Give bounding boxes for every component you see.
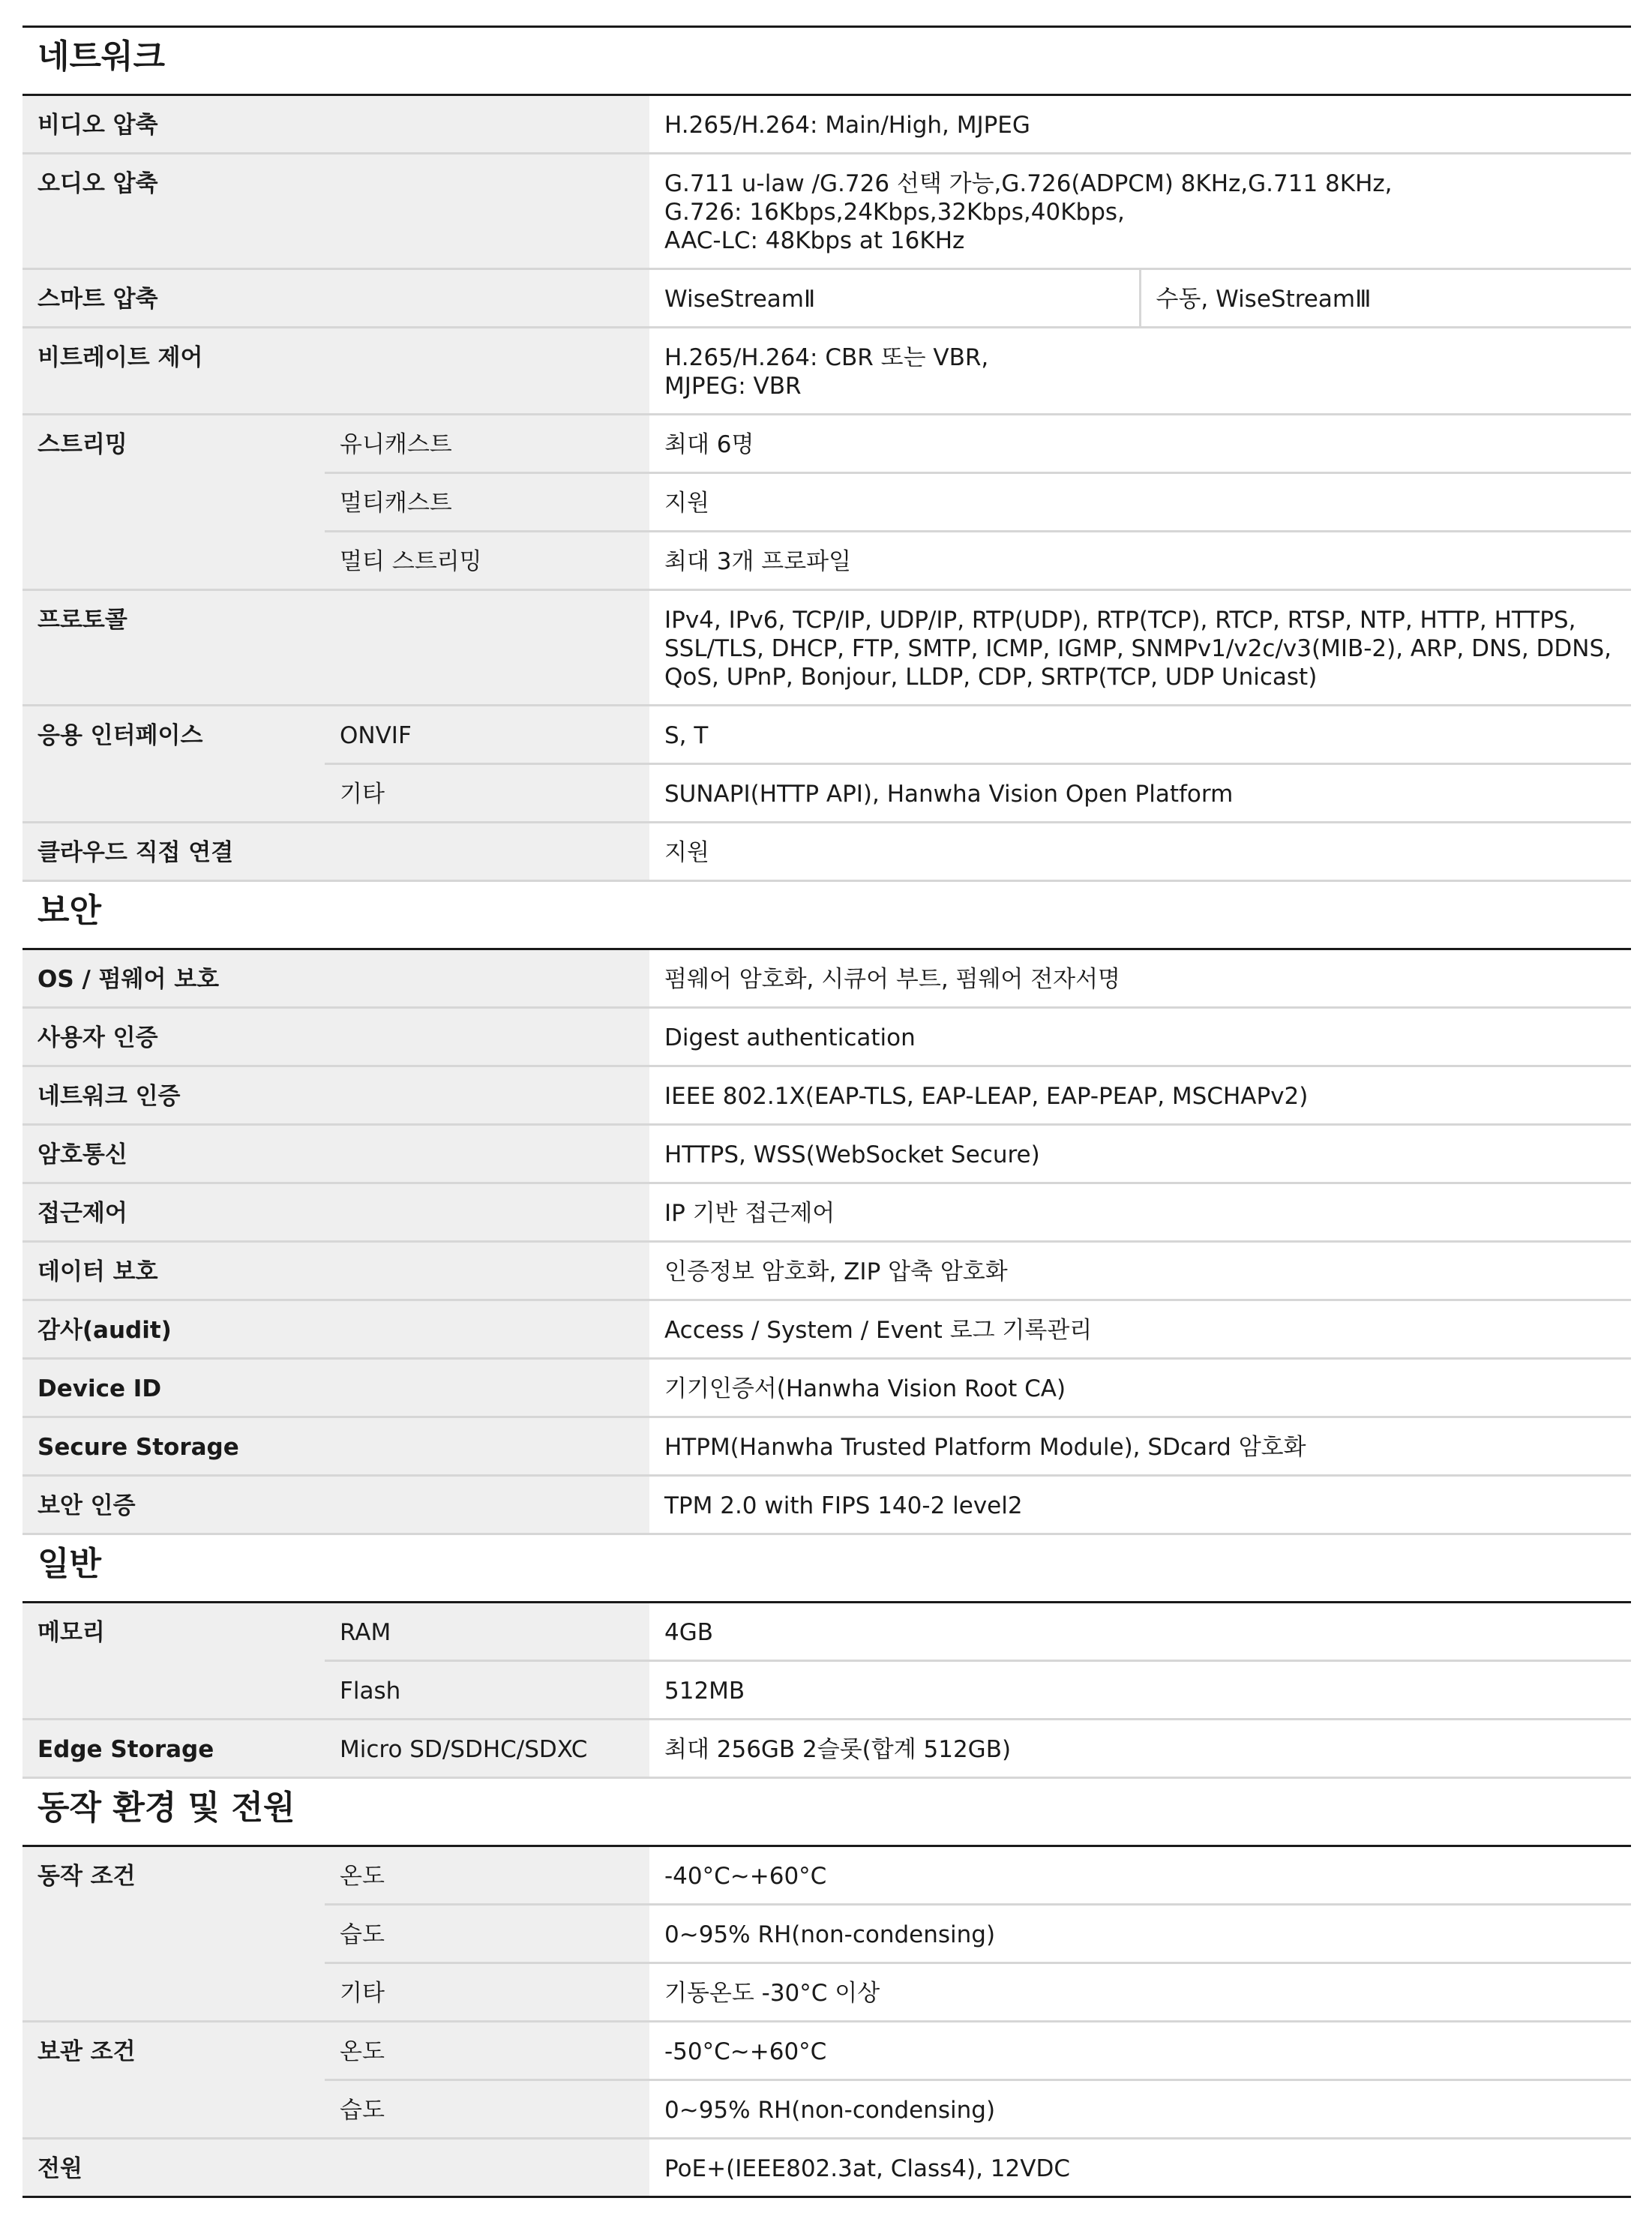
- section-title: 일반: [22, 1534, 1631, 1603]
- spec-label: 감사(audit): [22, 1300, 649, 1359]
- spec-sublabel: ONVIF: [325, 706, 649, 764]
- spec-label: 비디오 압축: [22, 95, 649, 154]
- value-line: G.711 u-law /G.726 선택 가능,G.726(ADPCM) 8KHz,G.711 8KHz,: [664, 170, 1393, 197]
- value-line: H.265/H.264: CBR 또는 VBR,: [664, 344, 989, 371]
- spec-label: 보관 조건: [22, 2022, 325, 2139]
- section-title: 네트워크: [22, 27, 1631, 95]
- spec-value: 0~95% RH(non-condensing): [649, 1905, 1631, 1963]
- spec-row-edge-storage: [22, 1720, 1631, 1778]
- spec-value: IP 기반 접근제어: [649, 1183, 1631, 1242]
- spec-label: 동작 조건: [22, 1846, 325, 2022]
- section-header-network: [22, 27, 1631, 95]
- spec-sublabel: RAM: [325, 1603, 649, 1661]
- spec-row-power: [22, 2139, 1631, 2197]
- spec-row-bitrate-control: [22, 328, 1631, 415]
- spec-row-security: [22, 1125, 1631, 1183]
- spec-label: Secure Storage: [22, 1417, 649, 1476]
- spec-row-security: [22, 1183, 1631, 1242]
- spec-row-protocol: [22, 590, 1631, 706]
- spec-value: 512MB: [649, 1661, 1631, 1720]
- spec-row-app-interface: [22, 706, 1631, 764]
- spec-value: TPM 2.0 with FIPS 140-2 level2: [649, 1476, 1631, 1534]
- spec-row-storage-condition: [22, 2022, 1631, 2080]
- spec-row-audio-compression: [22, 154, 1631, 269]
- spec-value: 최대 3개 프로파일: [649, 532, 1631, 590]
- spec-row-smart-compression: [22, 269, 1631, 328]
- spec-value: SUNAPI(HTTP API), Hanwha Vision Open Platform: [649, 764, 1631, 823]
- spec-row-cloud-direct: [22, 823, 1631, 881]
- spec-value: 수동, WiseStreamⅢ: [1140, 269, 1631, 328]
- section-title: 동작 환경 및 전원: [22, 1778, 1631, 1846]
- spec-table: [22, 25, 1631, 2198]
- spec-label: Edge Storage: [22, 1720, 325, 1778]
- value-line: SSL/TLS, DHCP, FTP, SMTP, ICMP, IGMP, SNMPv1/v2c/v3(MIB-2), ARP, DNS, DDNS,: [664, 635, 1612, 662]
- value-line: G.726: 16Kbps,24Kbps,32Kbps,40Kbps,: [664, 199, 1125, 226]
- spec-label: 네트워크 인증: [22, 1066, 649, 1125]
- section-header-security: [22, 881, 1631, 949]
- section-header-general: [22, 1534, 1631, 1603]
- spec-value: HTPM(Hanwha Trusted Platform Module), SDcard 암호화: [649, 1417, 1631, 1476]
- spec-row-security: [22, 1359, 1631, 1417]
- spec-value: 인증정보 암호화, ZIP 압축 암호화: [649, 1242, 1631, 1300]
- spec-sublabel: 습도: [325, 2080, 649, 2139]
- spec-value: Access / System / Event 로그 기록관리: [649, 1300, 1631, 1359]
- spec-row-memory: [22, 1603, 1631, 1661]
- spec-label: 클라우드 직접 연결: [22, 823, 649, 881]
- spec-value: -40°C~+60°C: [649, 1846, 1631, 1905]
- spec-row-video-compression: [22, 95, 1631, 154]
- section-header-environment: [22, 1778, 1631, 1846]
- spec-value: 4GB: [649, 1603, 1631, 1661]
- spec-value: 0~95% RH(non-condensing): [649, 2080, 1631, 2139]
- spec-sublabel: 기타: [325, 764, 649, 823]
- spec-row-security: [22, 1066, 1631, 1125]
- spec-sublabel: 습도: [325, 1905, 649, 1963]
- spec-value: HTTPS, WSS(WebSocket Secure): [649, 1125, 1631, 1183]
- spec-value: -50°C~+60°C: [649, 2022, 1631, 2080]
- spec-label: 접근제어: [22, 1183, 649, 1242]
- spec-value: H.265/H.264: Main/High, MJPEG: [649, 95, 1631, 154]
- spec-value: 기기인증서(Hanwha Vision Root CA): [649, 1359, 1631, 1417]
- spec-row-security: [22, 1300, 1631, 1359]
- spec-value: 최대 6명: [649, 415, 1631, 473]
- spec-value: IEEE 802.1X(EAP-TLS, EAP-LEAP, EAP-PEAP, MSCHAPv2): [649, 1066, 1631, 1125]
- spec-value: 펌웨어 암호화, 시큐어 부트, 펌웨어 전자서명: [649, 949, 1631, 1008]
- spec-sublabel: 멀티캐스트: [325, 473, 649, 532]
- spec-sublabel: 멀티 스트리밍: [325, 532, 649, 590]
- spec-value: Digest authentication: [649, 1008, 1631, 1066]
- spec-label: 사용자 인증: [22, 1008, 649, 1066]
- spec-row-streaming: [22, 415, 1631, 473]
- spec-label: 오디오 압축: [22, 154, 649, 269]
- spec-value: PoE+(IEEE802.3at, Class4), 12VDC: [649, 2139, 1631, 2197]
- spec-sublabel: 기타: [325, 1963, 649, 2022]
- spec-label: 메모리: [22, 1603, 325, 1720]
- spec-label: 비트레이트 제어: [22, 328, 649, 415]
- spec-label: OS / 펌웨어 보호: [22, 949, 649, 1008]
- spec-row-security: [22, 1008, 1631, 1066]
- spec-label: 암호통신: [22, 1125, 649, 1183]
- spec-label: 스트리밍: [22, 415, 325, 590]
- spec-label: 데이터 보호: [22, 1242, 649, 1300]
- spec-sublabel: 유니캐스트: [325, 415, 649, 473]
- spec-value: 지원: [649, 823, 1631, 881]
- value-line: MJPEG: VBR: [664, 373, 802, 400]
- spec-value: [649, 154, 1631, 269]
- spec-value: WiseStreamⅡ: [649, 269, 1140, 328]
- value-line: AAC-LC: 48Kbps at 16KHz: [664, 227, 965, 254]
- spec-value: S, T: [649, 706, 1631, 764]
- spec-label: 응용 인터페이스: [22, 706, 325, 823]
- spec-row-security: [22, 1476, 1631, 1534]
- spec-row-operating: [22, 1846, 1631, 1905]
- value-line: QoS, UPnP, Bonjour, LLDP, CDP, SRTP(TCP, UDP Unicast): [664, 664, 1318, 691]
- spec-label: 전원: [22, 2139, 649, 2197]
- spec-value: [649, 590, 1631, 706]
- spec-label: 스마트 압축: [22, 269, 649, 328]
- spec-row-security: [22, 1242, 1631, 1300]
- spec-value: 지원: [649, 473, 1631, 532]
- spec-sublabel: 온도: [325, 1846, 649, 1905]
- spec-sublabel: Micro SD/SDHC/SDXC: [325, 1720, 649, 1778]
- spec-label: 보안 인증: [22, 1476, 649, 1534]
- spec-value: 기동온도 -30°C 이상: [649, 1963, 1631, 2022]
- spec-label: Device ID: [22, 1359, 649, 1417]
- section-title: 보안: [22, 881, 1631, 949]
- spec-row-security: [22, 949, 1631, 1008]
- spec-sublabel: 온도: [325, 2022, 649, 2080]
- spec-row-security: [22, 1417, 1631, 1476]
- value-line: IPv4, IPv6, TCP/IP, UDP/IP, RTP(UDP), RTP(TCP), RTCP, RTSP, NTP, HTTP, HTTPS,: [664, 607, 1576, 634]
- spec-sublabel: Flash: [325, 1661, 649, 1720]
- spec-value: [649, 328, 1631, 415]
- spec-value: 최대 256GB 2슬롯(합계 512GB): [649, 1720, 1631, 1778]
- spec-label: 프로토콜: [22, 590, 649, 706]
